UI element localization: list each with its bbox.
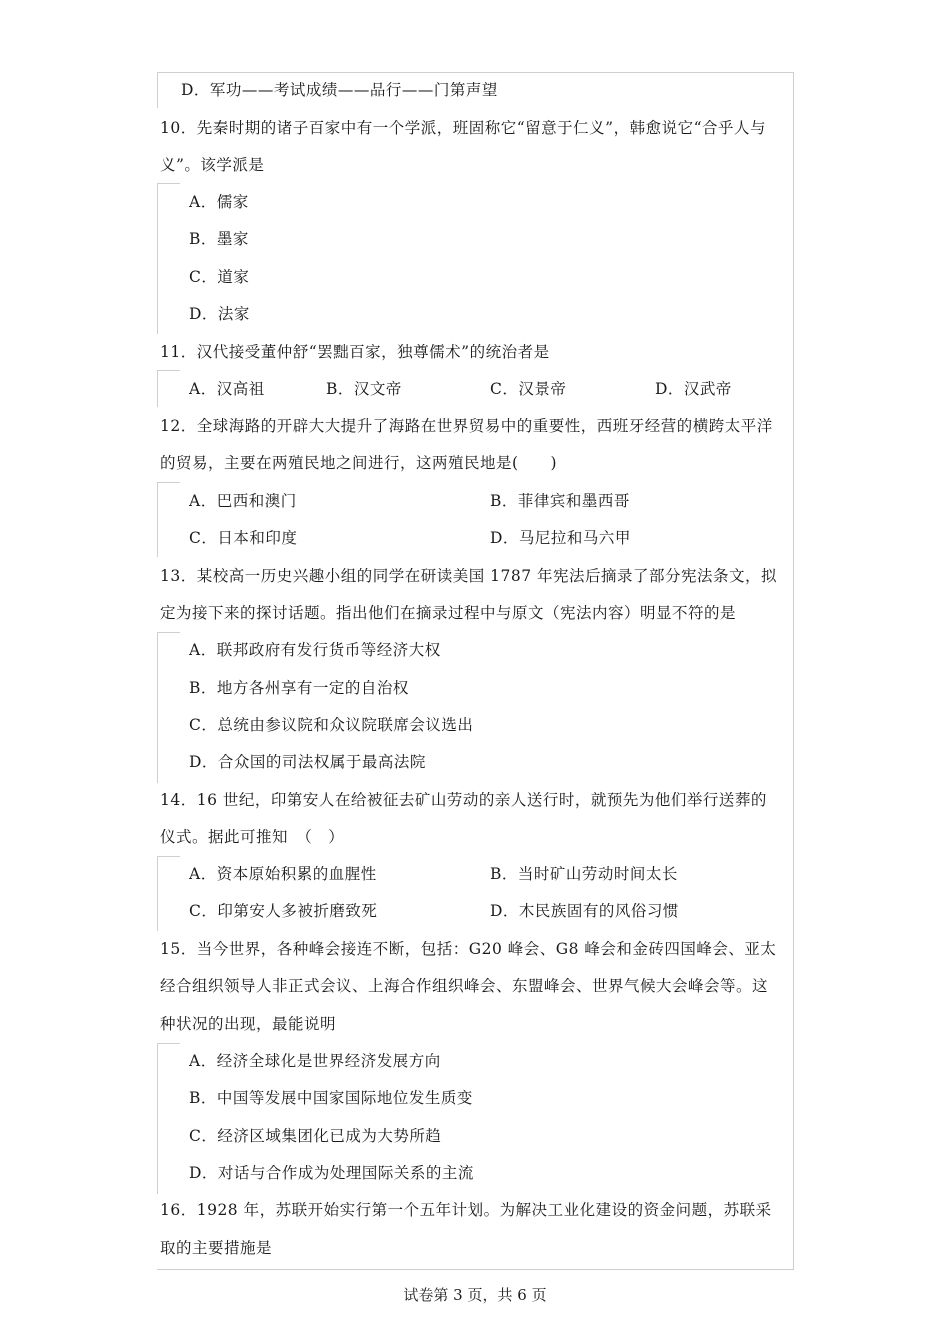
q12-option-d: D．马尼拉和马六甲 [490, 529, 631, 547]
q14-option-b: B．当时矿山劳动时间太长 [490, 865, 678, 883]
q15-stem-line2: 经合组织领导人非正式会议、上海合作组织峰会、东盟峰会、世界气候大会峰会等。这 [160, 977, 769, 995]
q15-option-c: C．经济区域集团化已成为大势所趋 [189, 1127, 442, 1145]
q11-option-b: B．汉文帝 [326, 380, 402, 398]
option-bracket [157, 632, 180, 783]
option-bracket [157, 856, 180, 931]
q14-option-a: A．资本原始积累的血腥性 [189, 865, 377, 883]
q10-option-a: A．儒家 [189, 193, 249, 211]
q16-stem-line1: 16．1928 年，苏联开始实行第一个五年计划。为解决工业化建设的资金问题，苏联采 [160, 1201, 772, 1219]
page-footer: 试卷第 3 页，共 6 页 [403, 1286, 547, 1304]
q11-option-a: A．汉高祖 [189, 380, 265, 398]
q12-option-a: A．巴西和澳门 [189, 492, 297, 510]
q15-stem-line1: 15．当今世界，各种峰会接连不断，包括：G20 峰会、G8 峰会和金砖四国峰会、亚太 [160, 940, 777, 958]
q10-option-b: B．墨家 [189, 230, 249, 248]
q13-option-d: D．合众国的司法权属于最高法院 [189, 753, 426, 771]
q10-stem-line2: 义”。该学派是 [160, 156, 265, 174]
q13-option-c: C．总统由参议院和众议院联席会议选出 [189, 716, 474, 734]
q9-option-d: D．军功——考试成绩——品行——门第声望 [181, 81, 498, 99]
q15-option-d: D．对话与合作成为处理国际关系的主流 [189, 1164, 474, 1182]
q10-stem-line1: 10．先秦时期的诸子百家中有一个学派，班固称它“留意于仁义”，韩愈说它“合乎人与 [160, 119, 766, 137]
q16-stem-line2: 取的主要措施是 [160, 1239, 273, 1257]
q12-stem-line1: 12．全球海路的开辟大大提升了海路在世界贸易中的重要性，西班牙经营的横跨太平洋 [160, 417, 773, 435]
q15-option-b: B．中国等发展中国家国际地位发生质变 [189, 1089, 473, 1107]
q15-stem-line3: 种状况的出现，最能说明 [160, 1015, 337, 1033]
option-bracket [157, 482, 180, 557]
option-bracket [157, 1043, 180, 1194]
q12-option-c: C．日本和印度 [189, 529, 298, 547]
q13-option-a: A．联邦政府有发行货币等经济大权 [189, 641, 441, 659]
q11-option-d: D．汉武帝 [655, 380, 732, 398]
q11-stem: 11．汉代接受董仲舒“罢黜百家，独尊儒术”的统治者是 [160, 343, 550, 361]
q14-option-d: D．木民族固有的风俗习惯 [490, 902, 679, 920]
q15-option-a: A．经济全球化是世界经济发展方向 [189, 1052, 441, 1070]
q13-stem-line1: 13．某校高一历史兴趣小组的同学在研读美国 1787 年宪法后摘录了部分宪法条文，拟 [160, 567, 778, 585]
q12-stem-line2: 的贸易，主要在两殖民地之间进行，这两殖民地是( ) [160, 454, 558, 472]
q12-option-b: B．菲律宾和墨西哥 [490, 492, 630, 510]
q13-option-b: B．地方各州享有一定的自治权 [189, 679, 409, 697]
q10-option-c: C．道家 [189, 268, 250, 286]
q14-stem-line1: 14．16 世纪，印第安人在给被征去矿山劳动的亲人送行时，就预先为他们举行送葬的 [160, 791, 767, 809]
option-bracket [157, 183, 180, 334]
option-bracket [157, 72, 180, 108]
q13-stem-line2: 定为接下来的探讨话题。指出他们在摘录过程中与原文（宪法内容）明显不符的是 [160, 604, 737, 622]
q10-option-d: D．法家 [189, 305, 250, 323]
q14-option-c: C．印第安人多被折磨致死 [189, 902, 378, 920]
q14-stem-line2: 仪式。据此可推知 （ ） [160, 828, 345, 846]
option-bracket [157, 370, 180, 407]
q11-option-c: C．汉景帝 [490, 380, 567, 398]
